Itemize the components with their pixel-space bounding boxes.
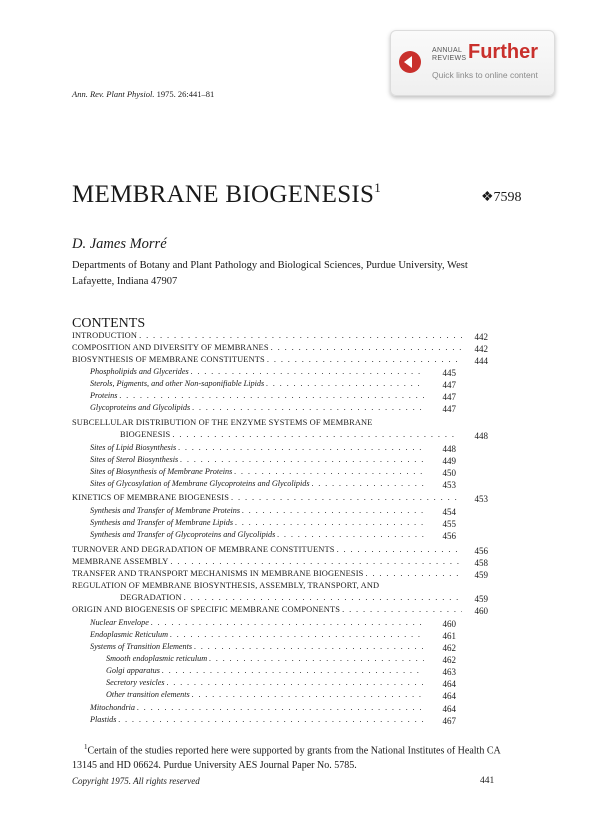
toc-leader: [235, 518, 424, 527]
toc-leader: [184, 593, 458, 602]
toc-entry-label: Smooth endoplasmic reticulum: [106, 654, 208, 663]
toc-page-number: 447: [442, 404, 456, 414]
toc-page-number: 454: [442, 507, 456, 517]
toc-page-number: 450: [442, 468, 456, 478]
toc-leader: [167, 678, 424, 687]
journal-citation: [72, 89, 214, 99]
toc-entry-label: Synthesis and Transfer of Membrane Proteins: [90, 506, 241, 515]
toc-page-number: 464: [442, 691, 456, 701]
title-footnote-mark: 1: [374, 180, 382, 195]
brand-line-1: ANNUAL: [432, 47, 463, 54]
toc-entry-label: SUBCELLULAR DISTRIBUTION OF THE ENZYME SYSTEMS OF MEMBRANE: [72, 418, 373, 427]
toc-page-number: 462: [442, 655, 456, 665]
journal-name: Ann. Rev. Plant Physiol.: [72, 89, 155, 99]
toc-page-number: 448: [442, 444, 456, 454]
further-banner[interactable]: [390, 30, 555, 96]
toc-page-number: 453: [442, 480, 456, 490]
brand-line-2: REVIEWS: [432, 55, 467, 62]
toc-page-number: 459: [474, 570, 488, 580]
toc-entry-label: ORIGIN AND BIOGENESIS OF SPECIFIC MEMBRANE COMPONENTS: [72, 605, 341, 614]
article-title: MEMBRANE BIOGENESIS: [72, 181, 375, 208]
toc-leader: [170, 630, 424, 639]
toc-entry-label: Sites of Biosynthesis of Membrane Proteins: [90, 467, 233, 476]
toc-entry[interactable]: [90, 479, 424, 493]
contents-heading: CONTENTS: [72, 316, 146, 331]
toc-leader: [118, 715, 424, 724]
toc-page-number: 455: [442, 519, 456, 529]
toc-page-number: 456: [442, 531, 456, 541]
toc-entry-label: REGULATION OF MEMBRANE BIOSYNTHESIS, ASSEMBLY, TRANSPORT, AND: [72, 581, 380, 590]
toc-entry-label: Mitochondria: [90, 703, 136, 712]
toc-leader: [151, 618, 424, 627]
toc-entry-label: COMPOSITION AND DIVERSITY OF MEMBRANES: [72, 343, 269, 352]
toc-leader: [277, 530, 424, 539]
toc-page-number: 462: [442, 643, 456, 653]
toc-entry-label: Phospholipids and Glycerides: [90, 367, 189, 376]
toc-leader: [139, 331, 462, 340]
toc-entry-label: INTRODUCTION: [72, 331, 138, 340]
toc-entry-label: Synthesis and Transfer of Glycoproteins and Glycolipids: [90, 530, 276, 539]
toc-leader: [312, 479, 424, 488]
toc-entry-label: KINETICS OF MEMBRANE BIOGENESIS: [72, 493, 230, 502]
toc-entry[interactable]: [90, 403, 424, 417]
toc-leader: [267, 355, 462, 364]
toc-page-number: 442: [474, 332, 488, 342]
toc-entry-label: Endoplasmic Reticulum: [90, 630, 168, 639]
toc-entry-label: Secretory vesicles: [106, 678, 165, 687]
toc-leader: [234, 467, 424, 476]
toc-leader: [231, 493, 462, 502]
toc-entry-label: MEMBRANE ASSEMBLY: [72, 557, 169, 566]
toc-leader: [266, 379, 424, 388]
toc-page-number: 464: [442, 679, 456, 689]
author-name: D. James Morré: [72, 236, 167, 252]
toc-page-number: 460: [442, 619, 456, 629]
toc-entry-label: TRANSFER AND TRANSPORT MECHANISMS IN MEMBRANE BIOGENESIS: [72, 569, 364, 578]
toc-entry-label: Sites of Glycosylation of Membrane Glycoproteins and Glycolipids: [90, 479, 310, 488]
toc-entry-label: Sites of Sterol Biosynthesis: [90, 455, 179, 464]
toc-entry-label: Golgi apparatus: [106, 666, 160, 675]
toc-leader: [242, 506, 424, 515]
toc-page-number: 449: [442, 456, 456, 466]
banner-tagline: Quick links to online content: [432, 70, 538, 80]
toc-page-number: 458: [474, 558, 488, 568]
page-number: 441: [480, 776, 495, 786]
toc-entry[interactable]: [90, 715, 424, 729]
toc-leader: [337, 545, 462, 554]
toc-page-number: 467: [442, 716, 456, 726]
toc-leader: [342, 605, 462, 614]
toc-leader: [271, 343, 462, 352]
toc-leader: [192, 403, 424, 412]
toc-leader: [192, 690, 424, 699]
toc-page-number: 464: [442, 704, 456, 714]
toc-entry-label: Glycoproteins and Glycolipids: [90, 403, 191, 412]
toc-entry-label: Systems of Transition Elements: [90, 642, 193, 651]
toc-page-number: 463: [442, 667, 456, 677]
toc-entry-label: DEGRADATION: [120, 593, 182, 602]
toc-leader: [170, 557, 462, 566]
toc-page-number: 448: [474, 431, 488, 441]
toc-leader: [209, 654, 424, 663]
toc-leader: [191, 367, 424, 376]
article-code: ❖7598: [481, 190, 522, 205]
toc-entry[interactable]: [106, 690, 424, 704]
volume-pages: 1975. 26:441–81: [156, 89, 215, 99]
toc-entry-label: Nuclear Envelope: [90, 618, 149, 627]
toc-entry-label: Sites of Lipid Biosynthesis: [90, 443, 177, 452]
toc-entry-label: TURNOVER AND DEGRADATION OF MEMBRANE CONSTITUENTS: [72, 545, 335, 554]
toc-page-number: 442: [474, 344, 488, 354]
toc-leader: [119, 391, 424, 400]
toc-page-number: 459: [474, 594, 488, 604]
toc-page-number: 447: [442, 380, 456, 390]
toc-page-number: 460: [474, 606, 488, 616]
toc-leader: [137, 703, 424, 712]
toc-entry[interactable]: [90, 530, 424, 544]
annual-reviews-logo-icon: [399, 51, 421, 73]
toc-leader: [180, 455, 424, 464]
toc-leader: [365, 569, 462, 578]
toc-entry-label: Plastids: [90, 715, 117, 724]
toc-leader: [178, 443, 424, 452]
toc-entry-label: Synthesis and Transfer of Membrane Lipids: [90, 518, 234, 527]
toc-page-number: 447: [442, 392, 456, 402]
toc-entry-label: Proteins: [90, 391, 118, 400]
annual-reviews-wordmark: [432, 47, 466, 63]
toc-page-number: 453: [474, 494, 488, 504]
toc-leader: [172, 430, 458, 439]
toc-entry-label: Sterols, Pigments, and other Non-saponifiable Lipids: [90, 379, 265, 388]
footnote-text: Certain of the studies reported here were supported by grants from the National Institutes of Health CA 13145 and HD 06624. Purdue University AES Journal Paper No. 5785.: [72, 745, 501, 772]
toc-page-number: 445: [442, 368, 456, 378]
further-label: Further: [468, 41, 538, 63]
toc-entry[interactable]: [120, 430, 458, 444]
toc-leader: [194, 642, 424, 651]
author-affiliation: Departments of Botany and Plant Pathology and Biological Sciences, Purdue University, West Lafayette, Indiana 47907: [72, 260, 468, 287]
toc-leader: [162, 666, 424, 675]
toc-entry-label: Other transition elements: [106, 690, 190, 699]
toc-page-number: 461: [442, 631, 456, 641]
toc-page-number: 444: [474, 356, 488, 366]
toc-entry[interactable]: [72, 605, 462, 619]
toc-entry-label: BIOSYNTHESIS OF MEMBRANE CONSTITUENTS: [72, 355, 265, 364]
toc-page-number: 456: [474, 546, 488, 556]
article-title-line: [72, 180, 381, 209]
toc-entry[interactable]: [72, 493, 462, 507]
copyright-notice: Copyright 1975. All rights reserved: [72, 776, 200, 786]
footnote: [72, 740, 512, 773]
toc-entry-label: BIOGENESIS: [120, 430, 171, 439]
footnote-mark: 1: [84, 743, 88, 751]
